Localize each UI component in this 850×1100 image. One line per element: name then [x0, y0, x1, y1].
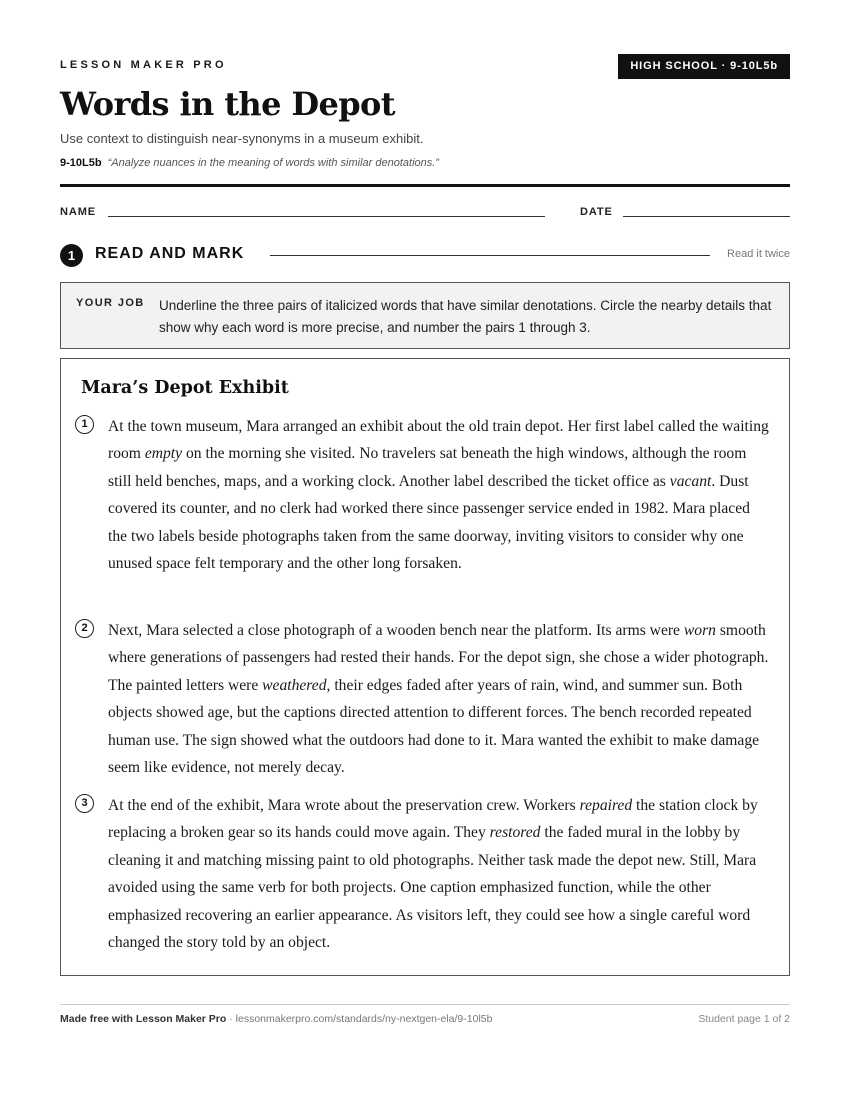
paragraph-text: on the morning she visited. No travelers sat beneath the high windows, although the room still held benches, maps, and a working clock. Another label described the ticket office as [108, 445, 747, 490]
story-title: Mara’s Depot Exhibit [81, 378, 289, 398]
section-note: Read it twice [727, 248, 790, 260]
job-instructions-box [60, 282, 790, 349]
story-paragraph-3 [108, 792, 772, 956]
paragraph-text: Next, Mara selected a close photograph of a wooden bench near the platform. Its arms were [108, 622, 684, 639]
italic-word-repaired[interactable]: repaired [579, 797, 633, 814]
paragraph-text: the faded mural in the lobby by cleaning it and matching missing paint to old photographs. Neither task made the depot new. Still, Mara avoided using the same verb for both projects. One caption emphasized function, while the other emphasized recovering an earlier appearance. As visitors left, they could see how a single careful word changed the story told by an object. [108, 824, 757, 952]
paragraph-text: At the town museum, Mara arranged an exhibit about the old train depot. Her first label called the waiting room [108, 418, 769, 463]
level-badge: HIGH SCHOOL · 9-10L5b [618, 54, 790, 79]
name-label: NAME [60, 206, 96, 218]
date-field[interactable] [623, 216, 790, 217]
italic-word-empty[interactable]: empty [144, 445, 183, 463]
paragraph-text: At the end of the exhibit, Mara wrote about the preservation crew. Workers [108, 797, 580, 814]
brand-name: LESSON MAKER PRO [60, 59, 227, 71]
paragraph-text: , their edges faded after years of rain, wind, and summer sun. Both objects showed age, but the captions directed attention to different forces. The bench recorded repeated human use. The sign showed what the outdoors had done to it. Mara wanted the exhibit to make damage seem like evidence, not merely decay. [108, 676, 760, 777]
job-label: YOUR JOB [76, 297, 145, 309]
footer-made-with: Made free with Lesson Maker Pro [60, 1013, 227, 1025]
footer-divider [60, 1004, 790, 1005]
italic-word-worn[interactable]: worn [683, 622, 716, 639]
footer-url[interactable]: lessonmakerpro.com/standards/ny-nextgen-ela/9-10l5b [235, 1013, 493, 1025]
section-title: READ AND MARK [95, 245, 245, 262]
footer-page-number: Student page 1 of 2 [698, 1013, 790, 1025]
section-divider [270, 255, 710, 256]
paragraph-number-2: 2 [75, 619, 94, 638]
italic-word-restored[interactable]: restored [489, 824, 541, 842]
page-title: Words in the Depot [60, 85, 395, 123]
section-number-badge: 1 [60, 244, 83, 267]
page-subtitle: Use context to distinguish near-synonyms in a museum exhibit. [60, 131, 424, 146]
standard-code: 9-10L5b [60, 157, 102, 169]
story-box [60, 358, 790, 976]
footer-credit [60, 1013, 492, 1025]
paragraph-text: . Dust covered its counter, and no clerk had worked there since passenger service ended in 1982. Mara placed the two labels beside photographs taken from the same doorway, inviting visitors to consider why one unused space felt temporary and the other long forsaken. [108, 472, 750, 573]
footer-separator: · [226, 1013, 236, 1025]
paragraph-text: the station clock by replacing a broken gear so its hands could move again. They [108, 797, 758, 842]
story-paragraph-2 [108, 617, 772, 781]
story-paragraph-1 [108, 413, 772, 577]
standard-quote: “Analyze nuances in the meaning of words with similar denotations.” [107, 157, 439, 169]
paragraph-number-1: 1 [75, 415, 94, 434]
paragraph-number-3: 3 [75, 794, 94, 813]
job-text: Underline the three pairs of italicized words that have similar denotations. Circle the nearby details that show why each word is more precise, and number the pairs 1 through 3. [159, 298, 772, 335]
header-divider [60, 184, 790, 187]
italic-word-vacant[interactable]: vacant [669, 472, 712, 490]
italic-word-weathered[interactable]: weathered [262, 676, 327, 694]
standard-line [60, 157, 439, 169]
name-field[interactable] [108, 216, 545, 217]
date-label: DATE [580, 206, 613, 218]
paragraph-text: smooth where generations of passengers had rested their hands. For the depot sign, she chose a wider photograph. The painted letters were [108, 622, 769, 694]
worksheet-page [60, 0, 790, 1100]
